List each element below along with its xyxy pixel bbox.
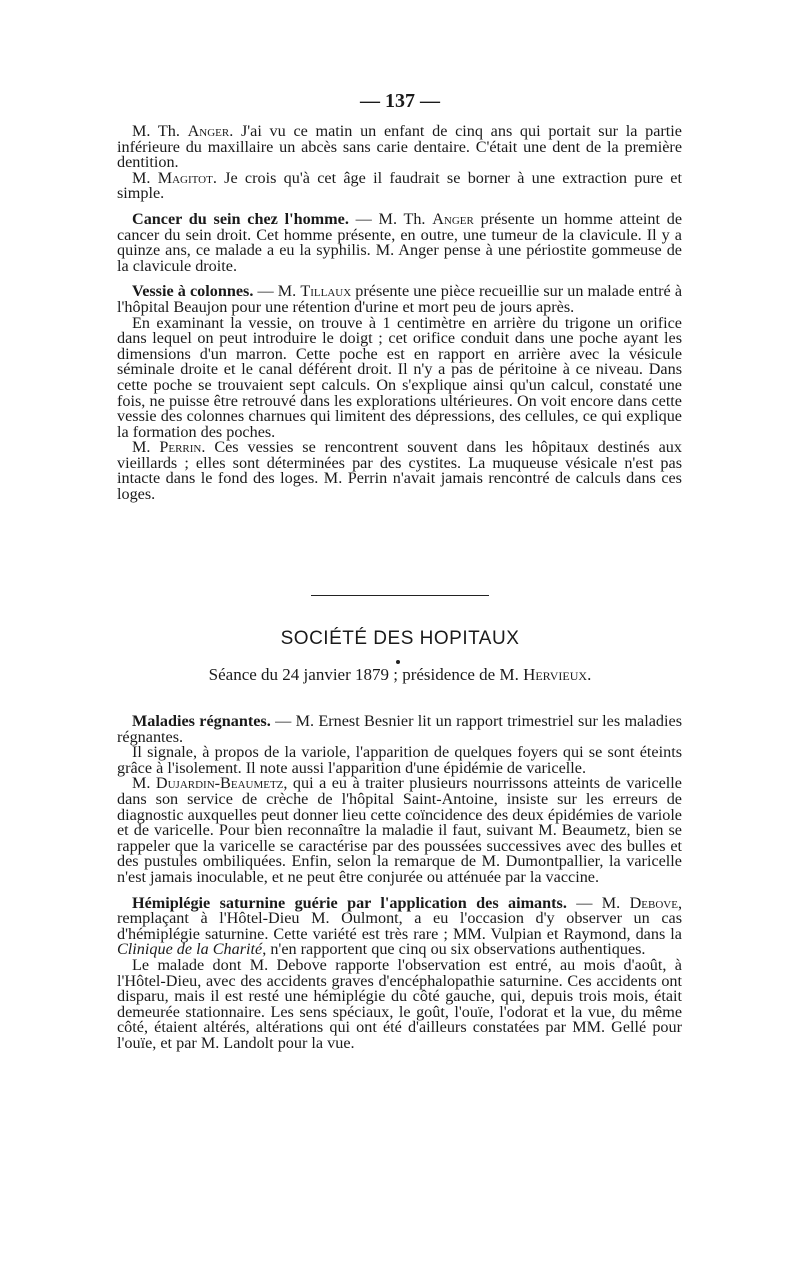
paragraph bbox=[117, 745, 682, 776]
speaker-name: Magitot bbox=[157, 168, 213, 187]
bottom-column bbox=[117, 714, 682, 1051]
speaker-name: Debove bbox=[629, 893, 678, 912]
run-in-heading: Maladies régnantes. bbox=[132, 712, 271, 730]
paragraph bbox=[117, 124, 682, 171]
speaker-name: Anger bbox=[187, 122, 230, 140]
text-run: En examinant la vessie, on trouve à 1 centimètre en arrière du trigone un orifice dans lequel on peut introduire le doigt ; cet orifice conduit dans une poche ayant les dimensions d'un marron. Cette poche est en rapport en arrière avec la vésicule séminale droite et le canal déférent droit. Il n'y a pas de péritoine à ce niveau. Dans cette poche se trouvaient sept calculs. On s'explique ainsi qu'un calcul, constaté une fois, ne puisse être retrouvé dans les explorations ultérieures. On voit encore dans cette vessie des colonnes charnues qui limitent des dépressions, des cellules, ce qui explique la formation des poches. bbox=[117, 313, 682, 441]
paragraph bbox=[117, 955, 682, 1052]
text-run: , n'en rapportent que cinq ou six observations authentiques. bbox=[262, 940, 646, 959]
paragraph bbox=[117, 209, 683, 275]
text-run: , remplaçant à l'Hôtel-Dieu M. Oulmont, a eu l'occasion d'y observer un cas d'hémiplégie saturnine. Cette variété est très rare ; MM. Vulpian et Raymond, dans la bbox=[117, 893, 682, 943]
paragraph bbox=[117, 313, 682, 441]
speaker-name: Dujardin-Beaumetz bbox=[155, 774, 284, 793]
text-run: . Ces vessies se rencontrent souvent dans les hôpitaux destinés aux vieillards ; elles sont déterminées par des cystites. La muqueuse vésicale n'est pas intacte dans le fond des loges. M. Perrin n'avait jamais rencontré de calculs dans ces loges. bbox=[117, 438, 682, 504]
section-title: SOCIÉTÉ DES HOPITAUX bbox=[280, 628, 520, 649]
run-in-heading: Vessie à colonnes. bbox=[132, 282, 254, 301]
text-run: — M. bbox=[566, 893, 630, 912]
text-run: , qui a eu à traiter plusieurs nourrissons atteints de varicelle dans son service de crèche de l'hôpital Saint-Antoine, insiste sur les erreurs de diagnostic auxquelles peut donner lieu cette coïncidence des deux épidémies de variole et de varicelle. Pour bien reconnaître la maladie il faut, suivant M. Beaumetz, bien se rappeler que la varicelle se caractérise par des poussées successives avec des bulles et des pustules ombiliquées. Enfin, selon la remarque de M. Dumontpallier, la varicelle n'est jamais inoculable, et ne peut être conjurée ou atténuée par la vaccine. bbox=[117, 774, 682, 886]
session-line bbox=[0, 665, 800, 685]
paragraph bbox=[117, 284, 682, 315]
paragraph bbox=[117, 168, 682, 203]
text-run: M. bbox=[132, 438, 160, 457]
paragraph bbox=[117, 440, 682, 502]
text-run: Il signale, à propos de la variole, l'apparition de quelques foyers qui se sont éteints grâce à l'isolement. Il note aussi l'apparition d'une épidémie de varicelle. bbox=[117, 743, 682, 777]
text-run: M. Th. bbox=[132, 122, 188, 140]
speaker-name: Tillaux bbox=[300, 282, 352, 301]
text-run: M. bbox=[132, 774, 156, 793]
session-suffix: . bbox=[587, 665, 592, 684]
paragraph bbox=[117, 776, 682, 885]
text-run: — M. Th. bbox=[348, 209, 433, 228]
text-run: M. bbox=[132, 168, 158, 187]
text-run: Le malade dont M. Debove rapporte l'observation est entré, au mois d'août, à l'Hôtel-Dieu, avec des accidents graves d'encéphalopathie saturnine. Ces accidents ont disparu, mais il est resté une hémiplégie du côté gauche, qui, depuis trois mois, était demeurée stationnaire. Les sens spéciaux, le goût, l'ouïe, l'odorat et la vue, du même côté, étaient altérés, altérations qui ont été d'ailleurs constatées par MM. Gellé pour l'ouïe, et par M. Landolt pour la vue. bbox=[117, 955, 682, 1052]
page-number: — 137 — bbox=[360, 90, 440, 112]
text-run: — M. bbox=[253, 282, 301, 301]
paragraph bbox=[117, 893, 682, 959]
italic-title: Clinique de la Charité bbox=[117, 940, 263, 959]
text-run: présente un homme atteint de cancer du sein droit. Cet homme présente, en outre, une tumeur de la clavicule. Il y a quinze ans, ce malade a eu la syphilis. M. Anger pense à une périostite gommeuse de la clavicule droite. bbox=[117, 209, 683, 275]
run-in-heading: Hémiplégie saturnine guérie par l'application des aimants. bbox=[132, 893, 567, 912]
run-in-heading: Cancer du sein chez l'homme. bbox=[132, 209, 349, 228]
section-divider bbox=[311, 595, 489, 596]
text-run: . Je crois qu'à cet âge il faudrait se borner à une extraction pure et simple. bbox=[117, 168, 682, 203]
speaker-name: Perrin bbox=[159, 438, 202, 457]
session-president: Hervieux bbox=[523, 665, 588, 684]
speaker-name: Anger bbox=[432, 209, 474, 228]
session-prefix: Séance du 24 janvier 1879 ; présidence de M. bbox=[208, 665, 524, 684]
top-column bbox=[117, 124, 682, 503]
ornament-dot bbox=[396, 660, 400, 664]
text-run: — M. Ernest Besnier lit un rapport trimestriel sur les maladies régnantes. bbox=[117, 712, 682, 746]
text-run: présente une pièce recueillie sur un malade entré à l'hôpital Beaujon pour une rétention d'urine et mort peu de jours après. bbox=[117, 282, 683, 316]
paragraph bbox=[117, 714, 682, 745]
text-run: . J'ai vu ce matin un enfant de cinq ans qui portait sur la partie inférieure du maxillaire un abcès sans carie dentaire. C'était une dent de la première dentition. bbox=[117, 122, 682, 172]
